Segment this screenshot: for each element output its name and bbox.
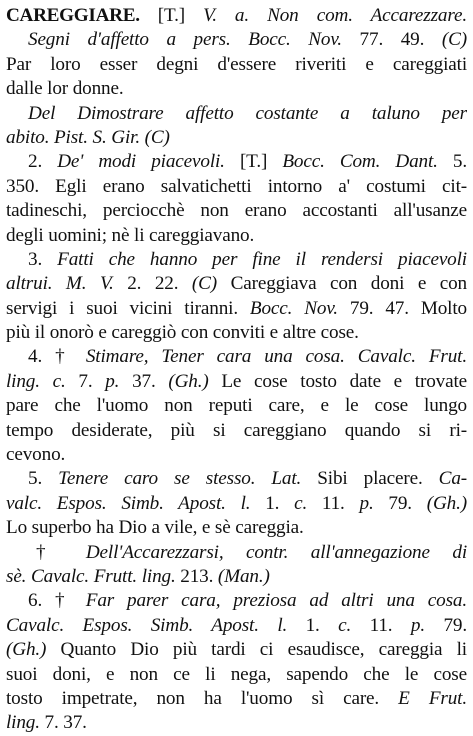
italic-text: sè. Cavalc. Frutt. ling. xyxy=(6,565,176,587)
entry-text: più il onorò e careggiò con conviti e altre cose. xyxy=(6,322,359,344)
entry-text: 37. xyxy=(119,370,169,392)
entry-text: † xyxy=(36,541,86,563)
entry-text: 1. xyxy=(250,492,295,514)
entry-line xyxy=(6,467,467,491)
italic-text: Cavalc. Espos. Simb. Apost. l. xyxy=(6,614,288,636)
italic-text: (C) xyxy=(441,29,467,51)
entry-text: servigi i suoi vicini tiranni. xyxy=(6,297,250,319)
italic-text: Stimare, Tener cara una cosa. Cavalc. Frut. xyxy=(85,346,467,368)
italic-text: Far parer cara, preziosa ad altri una cosa. xyxy=(85,590,467,612)
entry-text: 7. 37. xyxy=(39,712,87,734)
entry-text: 5. xyxy=(28,468,59,490)
italic-text: p. xyxy=(410,614,425,636)
entry-line xyxy=(6,516,467,540)
entry-line xyxy=(6,126,467,150)
entry-text: suoi doni, e non ce li nega, sapendo che le cose xyxy=(6,663,467,685)
entry-text: pare che l'uomo non reputi care, e le cose lungo xyxy=(6,395,467,417)
entry-line xyxy=(6,248,467,272)
italic-text: c. xyxy=(294,492,308,514)
italic-text: Fatti che hanno per fine il rendersi piacevoli xyxy=(57,248,467,270)
italic-text: p. xyxy=(105,370,120,392)
italic-text: altrui. M. V. xyxy=(6,273,114,295)
entry-line xyxy=(6,224,467,248)
italic-text: (C) xyxy=(191,273,218,295)
italic-text: (Gh.) xyxy=(6,639,47,661)
entry-text: tosto impetrate, non ha l'uomo sì care. xyxy=(6,687,399,709)
entry-line xyxy=(6,53,467,77)
italic-text: (Gh.) xyxy=(168,370,209,392)
entry-line xyxy=(6,28,467,52)
entry-text: 79. xyxy=(425,614,467,636)
entry-line xyxy=(6,565,467,589)
italic-text: Bocc. Nov. xyxy=(249,297,338,319)
italic-text: valc. Espos. Simb. Apost. l. xyxy=(6,492,251,514)
entry-text: Le cose tosto date e trovate xyxy=(208,370,467,392)
entry-text: 1. xyxy=(287,614,339,636)
entry-line xyxy=(6,345,467,369)
italic-text: E Frut. xyxy=(398,687,467,709)
entry-text: Par loro esser degni d'essere riveriti e careggiati xyxy=(6,53,467,75)
entry-text: Careggiava con doni e con xyxy=(217,273,467,295)
italic-text: ling. c. xyxy=(6,370,66,392)
italic-text: Tenere caro se stesso. Lat. xyxy=(58,468,302,490)
entry-line xyxy=(6,370,467,394)
entry-line xyxy=(6,589,467,613)
entry-line xyxy=(6,711,467,735)
italic-text: Segni d'affetto a pers. Bocc. Nov. xyxy=(28,29,342,51)
italic-text: abito. Pist. S. Gir. (C) xyxy=(6,126,170,148)
entry-text: 6. † xyxy=(28,590,86,612)
entry-text: 3. xyxy=(28,248,58,270)
entry-headword: CAREGGIARE. xyxy=(6,5,140,26)
entry-text: cevono. xyxy=(6,444,66,466)
entry-text: 7. xyxy=(65,370,106,392)
entry-line xyxy=(6,175,467,199)
entry-line xyxy=(6,297,467,321)
entry-line xyxy=(6,492,467,516)
entry-text: 79. xyxy=(373,492,427,514)
italic-text: p. xyxy=(359,492,374,514)
entry-text: 11. xyxy=(307,492,360,514)
entry-line xyxy=(6,102,467,126)
entry-line xyxy=(6,321,467,345)
entry-line xyxy=(6,77,467,101)
entry-text: 11. xyxy=(351,614,411,636)
entry-line xyxy=(6,638,467,662)
entry-line xyxy=(6,4,467,28)
entry-line xyxy=(6,614,467,638)
italic-text: Del Dimostrare affetto costante a taluno per xyxy=(28,102,467,124)
entry-text: Lo superbo ha Dio a vile, e sè careggia. xyxy=(6,517,304,539)
entry-line xyxy=(6,272,467,296)
italic-text: Ca- xyxy=(438,468,467,490)
entry-text: degli uomini; nè li careggiavano. xyxy=(6,224,255,246)
entry-line xyxy=(6,541,467,565)
entry-text: 2. 22. xyxy=(113,273,192,295)
italic-text: De' modi piacevoli. xyxy=(57,151,225,173)
dictionary-entry-careggiare xyxy=(6,4,467,736)
italic-text: Dell'Accarezzarsi, contr. all'annegazione di xyxy=(85,541,467,563)
entry-line xyxy=(6,199,467,223)
entry-text: tempo desiderate, più si careggiano quando si ri- xyxy=(6,419,467,441)
entry-line xyxy=(6,394,467,418)
italic-text: (Man.) xyxy=(217,565,270,587)
entry-line xyxy=(6,150,467,174)
italic-text: (Gh.) xyxy=(426,492,467,514)
entry-text: [T.] xyxy=(224,151,283,173)
entry-text: [T.] xyxy=(139,5,204,26)
entry-text: Sibi placere. xyxy=(301,468,439,490)
entry-text: dalle lor donne. xyxy=(6,78,124,100)
entry-text: 4. † xyxy=(28,346,86,368)
entry-line xyxy=(6,419,467,443)
entry-text: 77. 49. xyxy=(341,29,442,51)
entry-text: 350. Egli erano salvatichetti intorno a' costumi cit- xyxy=(6,175,467,197)
italic-text: ling. xyxy=(6,712,40,734)
entry-text: 2. xyxy=(28,151,58,173)
italic-text: V. a. Non com. Accarezzare. xyxy=(203,5,467,26)
italic-text: c. xyxy=(338,614,352,636)
entry-text: Quanto Dio più tardi ci esaudisce, careggia li xyxy=(46,639,467,661)
entry-text: 79. 47. Molto xyxy=(337,297,467,319)
entry-line xyxy=(6,443,467,467)
entry-text: 213. xyxy=(175,565,218,587)
entry-text: tadineschi, perciocchè non erano accostanti all'usanze xyxy=(6,200,467,222)
italic-text: Bocc. Com. Dant. xyxy=(282,151,438,173)
entry-line xyxy=(6,687,467,711)
entry-line xyxy=(6,663,467,687)
entry-text: 5. xyxy=(437,151,467,173)
